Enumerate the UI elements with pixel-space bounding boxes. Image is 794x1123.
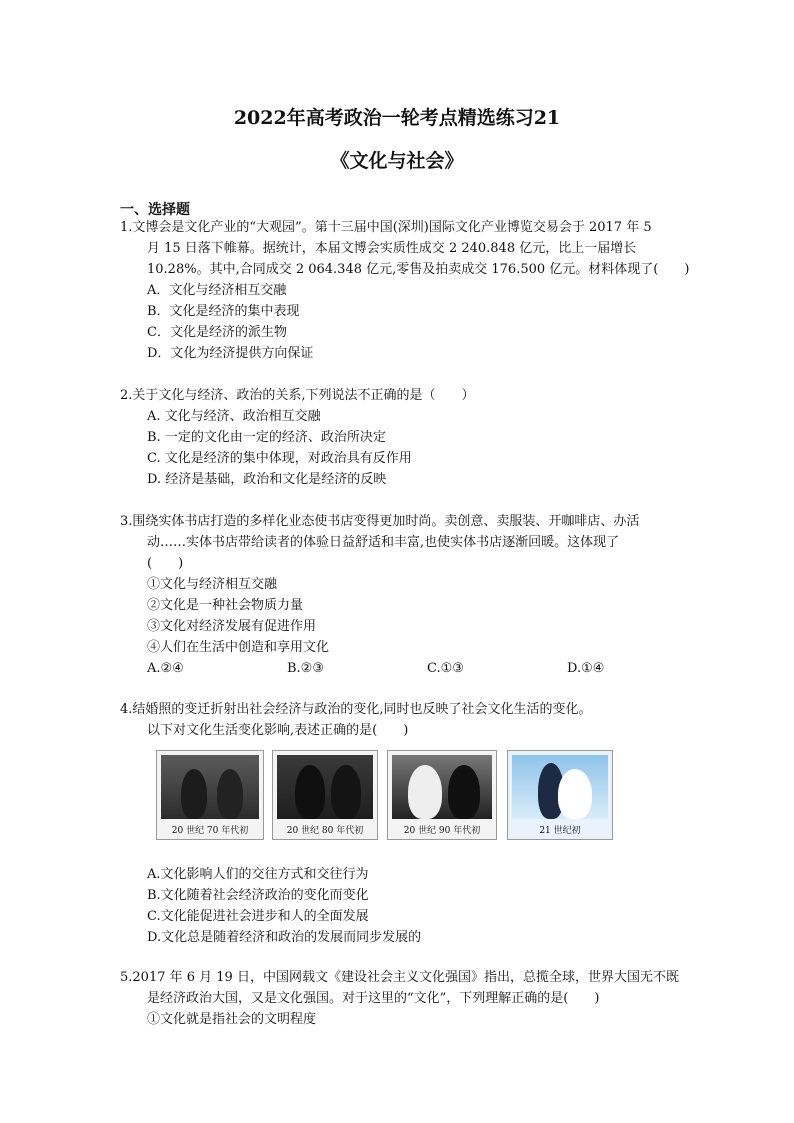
q1-line-3: 10.28%。其中,合同成交 2 064.348 亿元,零售及拍卖成交 176.500 亿元。材料体现了( ) (147, 262, 690, 277)
wedding-photos (156, 750, 626, 854)
q1-line-1: 1.文博会是文化产业的“大观园”。第十三届中国(深圳)国际文化产业博览交易会于 2017 年 5 (120, 220, 652, 235)
q2-option-a: A. 文化与经济、政治相互交融 (147, 409, 321, 424)
section-heading: 一、选择题 (120, 202, 190, 218)
page-subtitle: 《文化与社会》 (330, 150, 464, 172)
q4-line-2: 以下对文化生活变化影响,表述正确的是( ) (147, 723, 409, 738)
photo-image (277, 755, 373, 819)
q4-line-1: 4.结婚照的变迁折射出社会经济与政治的变化,同时也反映了社会文化生活的变化。 (120, 702, 592, 717)
photo-caption: 20 世纪 70 年代初 (171, 826, 249, 836)
q3-line-1: 3.围绕实体书店打造的多样化业态使书店变得更加时尚。卖创意、卖服装、开咖啡店、办活 (120, 514, 640, 529)
question-3 (120, 511, 710, 679)
q2-line-1: 2.关于文化与经济、政治的关系,下列说法不正确的是（ ） (120, 388, 475, 403)
photo-caption: 21 世纪初 (539, 826, 581, 836)
question-4-options (120, 864, 710, 948)
photo-caption: 20 世纪 80 年代初 (286, 826, 364, 836)
page-title: 2022年高考政治一轮考点精选练习21 (233, 107, 561, 129)
q3-choice-a: A.②④ (147, 661, 184, 676)
q5-line-1: 5.2017 年 6 月 19 日，中国网载文《建设社会主义文化强国》指出，总揽全球，世界大国无不既 (120, 970, 679, 985)
q3-line-2: 动……实体书店带给读者的体验日益舒适和丰富,也使实体书店逐渐回暖。这体现了 (147, 535, 620, 550)
wedding-photo-1980s (272, 750, 378, 840)
q5-line-2: 是经济政治大国，又是文化强国。对于这里的“文化”，下列理解正确的是( ) (147, 991, 600, 1006)
q1-option-a: A．文化与经济相互交融 (147, 283, 287, 298)
question-2 (120, 385, 710, 490)
q2-option-d: D. 经济是基础，政治和文化是经济的反映 (147, 472, 387, 487)
q4-option-c: C.文化能促进社会进步和人的全面发展 (147, 909, 369, 924)
q3-choices (120, 658, 710, 679)
q1-option-d: D．文化为经济提供方向保证 (147, 346, 314, 361)
photo-caption: 20 世纪 90 年代初 (403, 826, 481, 836)
wedding-photo-21st-century (507, 750, 613, 840)
wedding-photo-1990s (387, 750, 497, 840)
q1-option-b: B．文化是经济的集中表现 (147, 304, 300, 319)
question-4 (120, 699, 710, 741)
q3-choice-d: D.①④ (567, 661, 605, 676)
q3-item-3: ③文化对经济发展有促进作用 (147, 619, 317, 634)
q3-choice-b: B.②③ (287, 661, 324, 676)
wedding-photo-1970s (156, 750, 264, 840)
q1-option-c: C．文化是经济的派生物 (147, 325, 287, 340)
photo-image (392, 755, 492, 819)
q3-line-3: ( ) (147, 556, 184, 571)
q3-choice-c: C.①③ (427, 661, 464, 676)
q1-line-2: 月 15 日落下帷幕。据统计，本届文博会实质性成交 2 240.848 亿元，比上一届增长 (147, 241, 637, 256)
q4-option-a: A.文化影响人们的交往方式和交往行为 (147, 867, 369, 882)
photo-image (161, 755, 259, 819)
q3-item-4: ④人们在生活中创造和享用文化 (147, 640, 330, 655)
q2-option-c: C. 文化是经济的集中体现，对政治具有反作用 (147, 451, 412, 466)
q5-item-1: ①文化就是指社会的文明程度 (147, 1012, 317, 1027)
q2-option-b: B. 一定的文化由一定的经济、政治所决定 (147, 430, 386, 445)
question-5 (120, 967, 710, 1030)
question-1 (120, 217, 710, 364)
photo-image (512, 755, 608, 819)
q3-item-2: ②文化是一种社会物质力量 (147, 598, 304, 613)
q4-option-d: D.文化总是随着经济和政治的发展而同步发展的 (147, 930, 422, 945)
q3-item-1: ①文化与经济相互交融 (147, 577, 278, 592)
q4-option-b: B.文化随着社会经济政治的变化而变化 (147, 888, 369, 903)
